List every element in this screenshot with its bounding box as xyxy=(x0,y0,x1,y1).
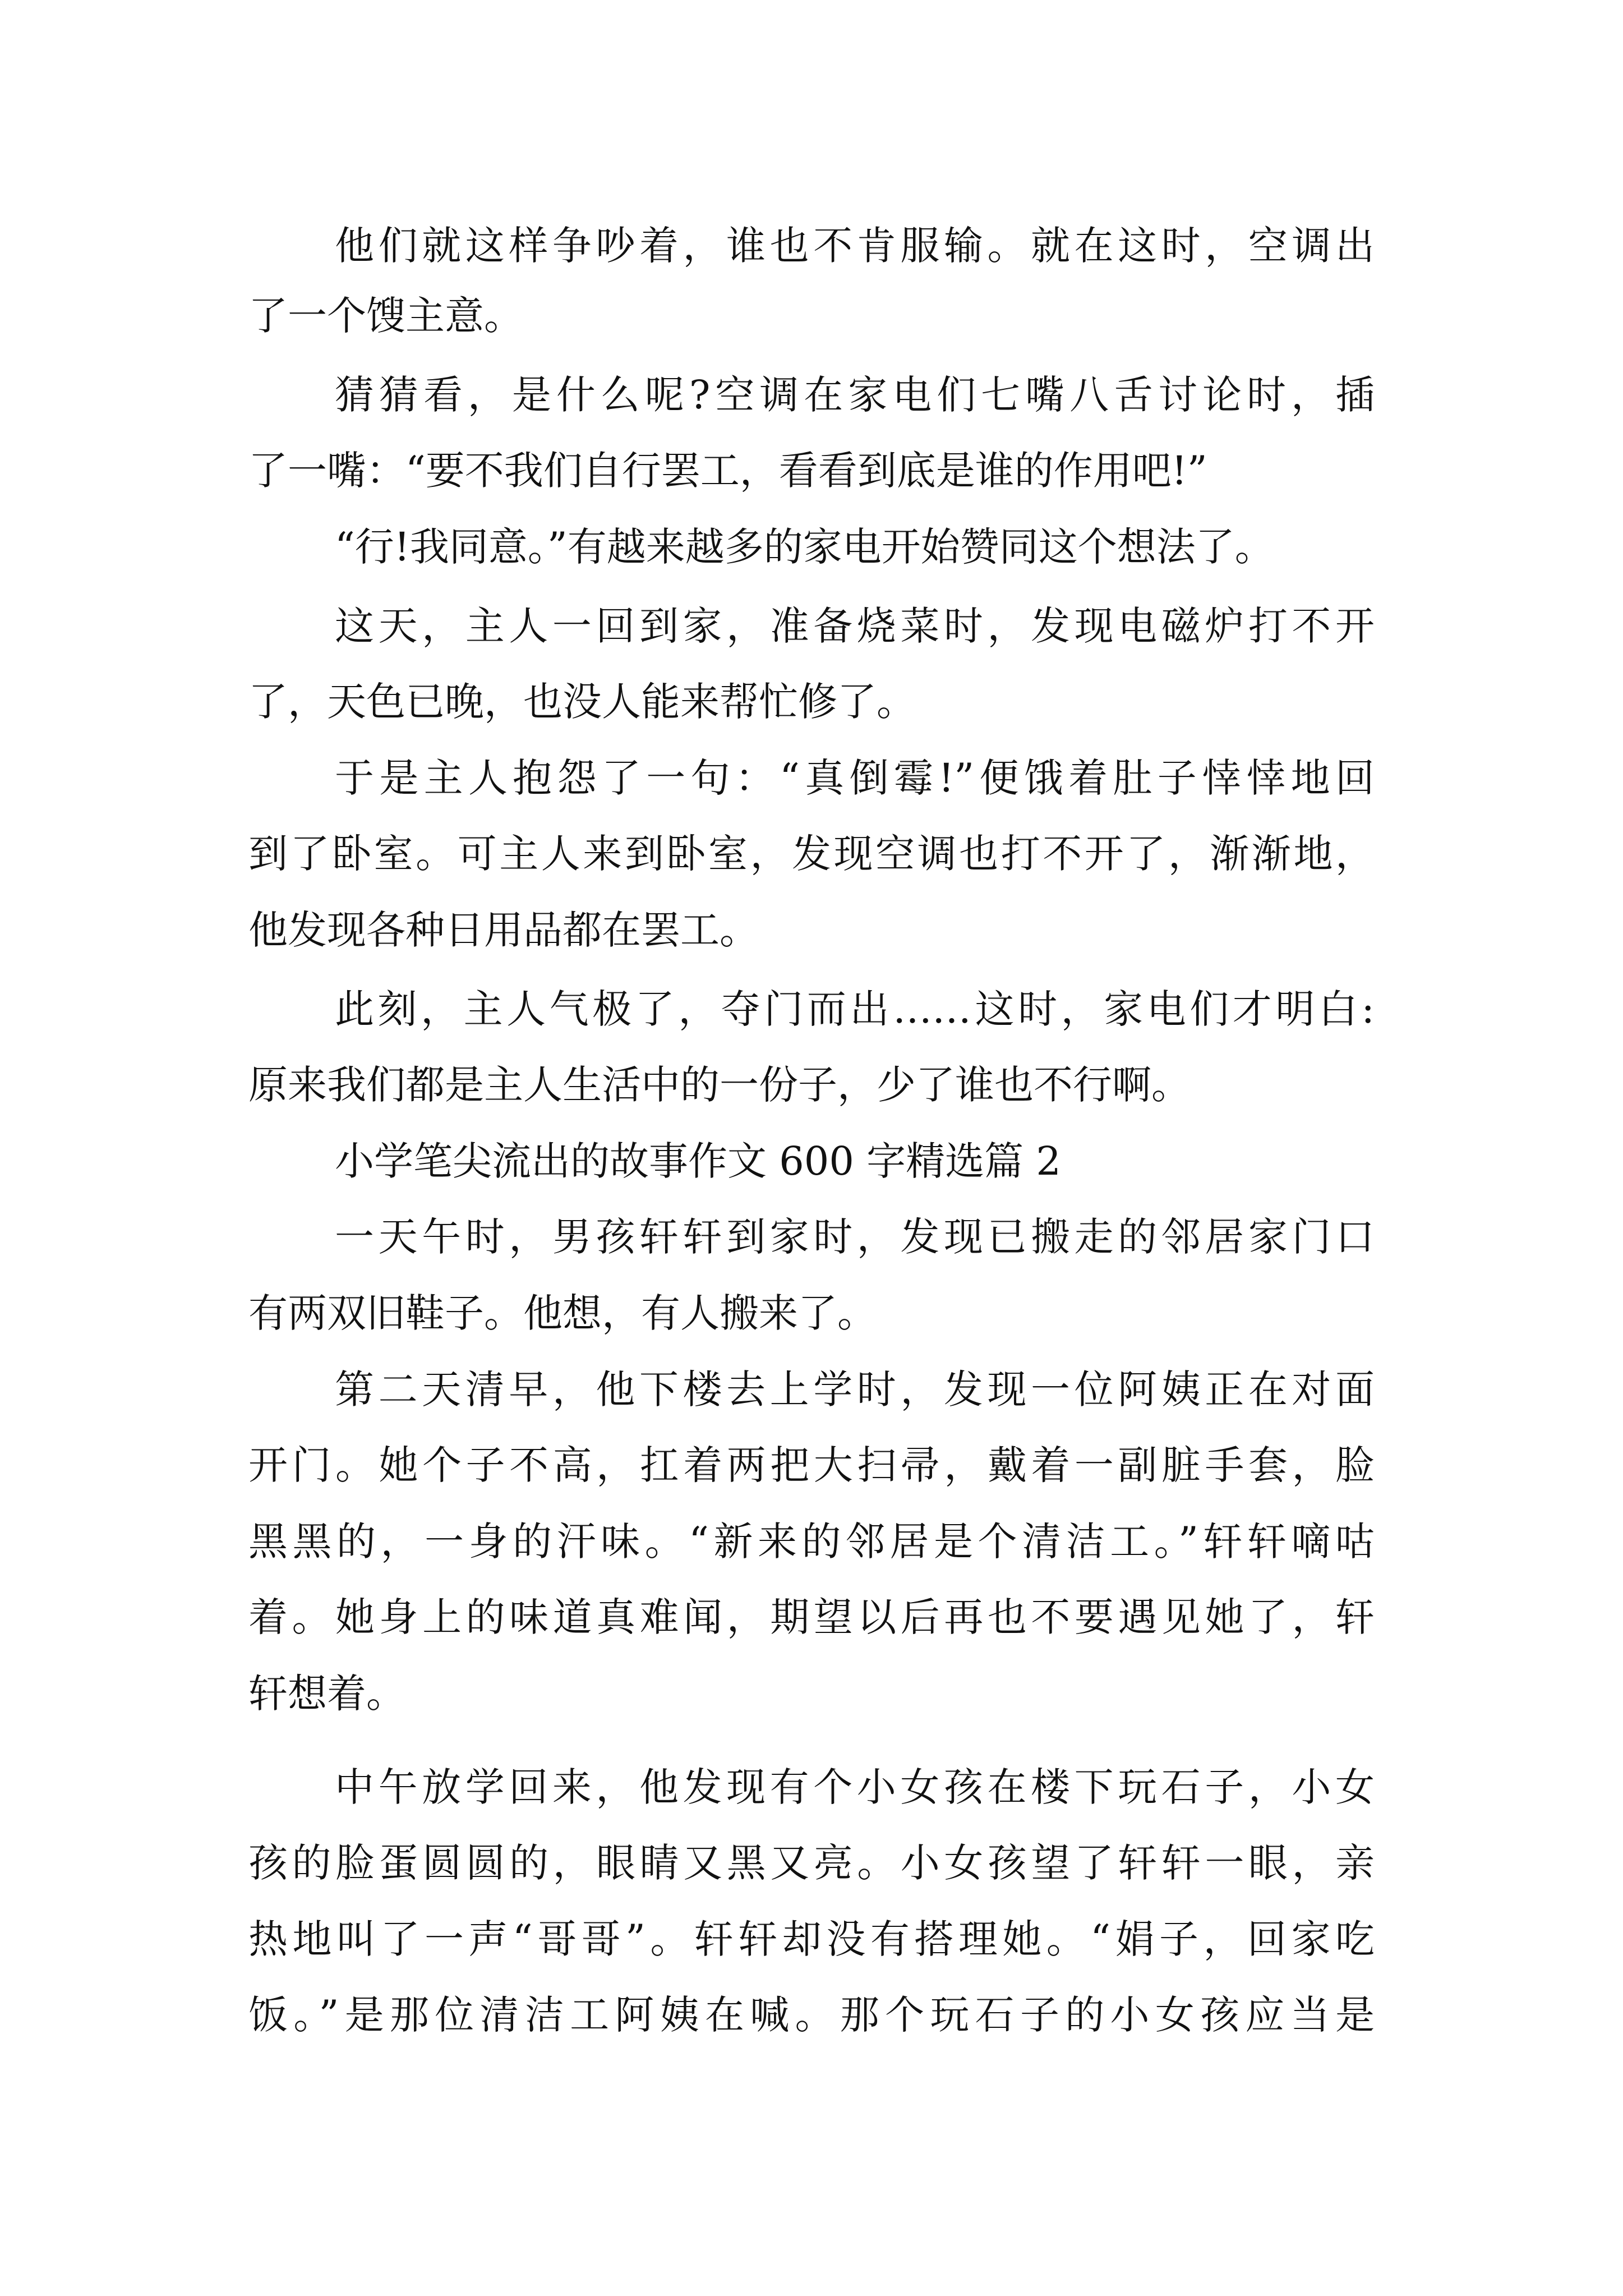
paragraph-line: 有两双旧鞋子。他想，有人搬来了。 xyxy=(248,1290,877,1336)
paragraph-line: “行!我同意。”有越来越多的家电开始赞同这个想法了。 xyxy=(335,524,1274,570)
paragraph-line: 轩想着。 xyxy=(248,1671,405,1717)
paragraph-line: 了一个馊主意。 xyxy=(248,293,523,339)
paragraph-line: 于是主人抱怨了一句：“真倒霉!”便饿着肚子悻悻地回 xyxy=(335,755,1375,801)
paragraph-line: 这天，主人一回到家，准备烧菜时，发现电磁炉打不开 xyxy=(335,603,1375,649)
paragraph-line: 开门。她个子不高，扛着两把大扫帚，戴着一副脏手套，脸 xyxy=(248,1442,1375,1488)
paragraph-line: 孩的脸蛋圆圆的，眼睛又黑又亮。小女孩望了轩轩一眼，亲 xyxy=(248,1840,1375,1886)
paragraph-line: 一天午时，男孩轩轩到家时，发现已搬走的邻居家门口 xyxy=(335,1214,1375,1260)
paragraph-line: 他发现各种日用品都在罢工。 xyxy=(248,907,759,953)
paragraph-line: 猜猜看，是什么呢?空调在家电们七嘴八舌讨论时，插 xyxy=(335,372,1375,418)
paragraph-line: 第二天清早，他下楼去上学时，发现一位阿姨正在对面 xyxy=(335,1366,1375,1412)
paragraph-line: 饭。”是那位清洁工阿姨在喊。那个玩石子的小女孩应当是 xyxy=(248,1992,1375,2038)
paragraph-line: 了，天色已晚，也没人能来帮忙修了。 xyxy=(248,679,916,725)
paragraph-line: 到了卧室。可主人来到卧室，发现空调也打不开了，渐渐地， xyxy=(248,831,1375,877)
paragraph-line: 中午放学回来，他发现有个小女孩在楼下玩石子，小女 xyxy=(335,1764,1375,1810)
paragraph-line: 着。她身上的味道真难闻，期望以后再也不要遇见她了，轩 xyxy=(248,1594,1375,1640)
paragraph-line: 此刻，主人气极了，夺门而出……这时，家电们才明白: xyxy=(335,986,1375,1032)
paragraph-line: 他们就这样争吵着，谁也不肯服输。就在这时，空调出 xyxy=(335,223,1375,269)
paragraph-line: 黑黑的，一身的汗味。“新来的邻居是个清洁工。”轩轩嘀咕 xyxy=(248,1519,1375,1565)
paragraph-line: 了一嘴：“要不我们自行罢工，看看到底是谁的作用吧!” xyxy=(248,448,1207,494)
paragraph-line: 原来我们都是主人生活中的一份子，少了谁也不行啊。 xyxy=(248,1062,1191,1108)
paragraph-line: 热地叫了一声“哥哥”。轩轩却没有搭理她。“娟子，回家吃 xyxy=(248,1916,1375,1962)
section-heading-text: 小学笔尖流出的故事作文 600 字精选篇 2 xyxy=(335,1138,1061,1184)
